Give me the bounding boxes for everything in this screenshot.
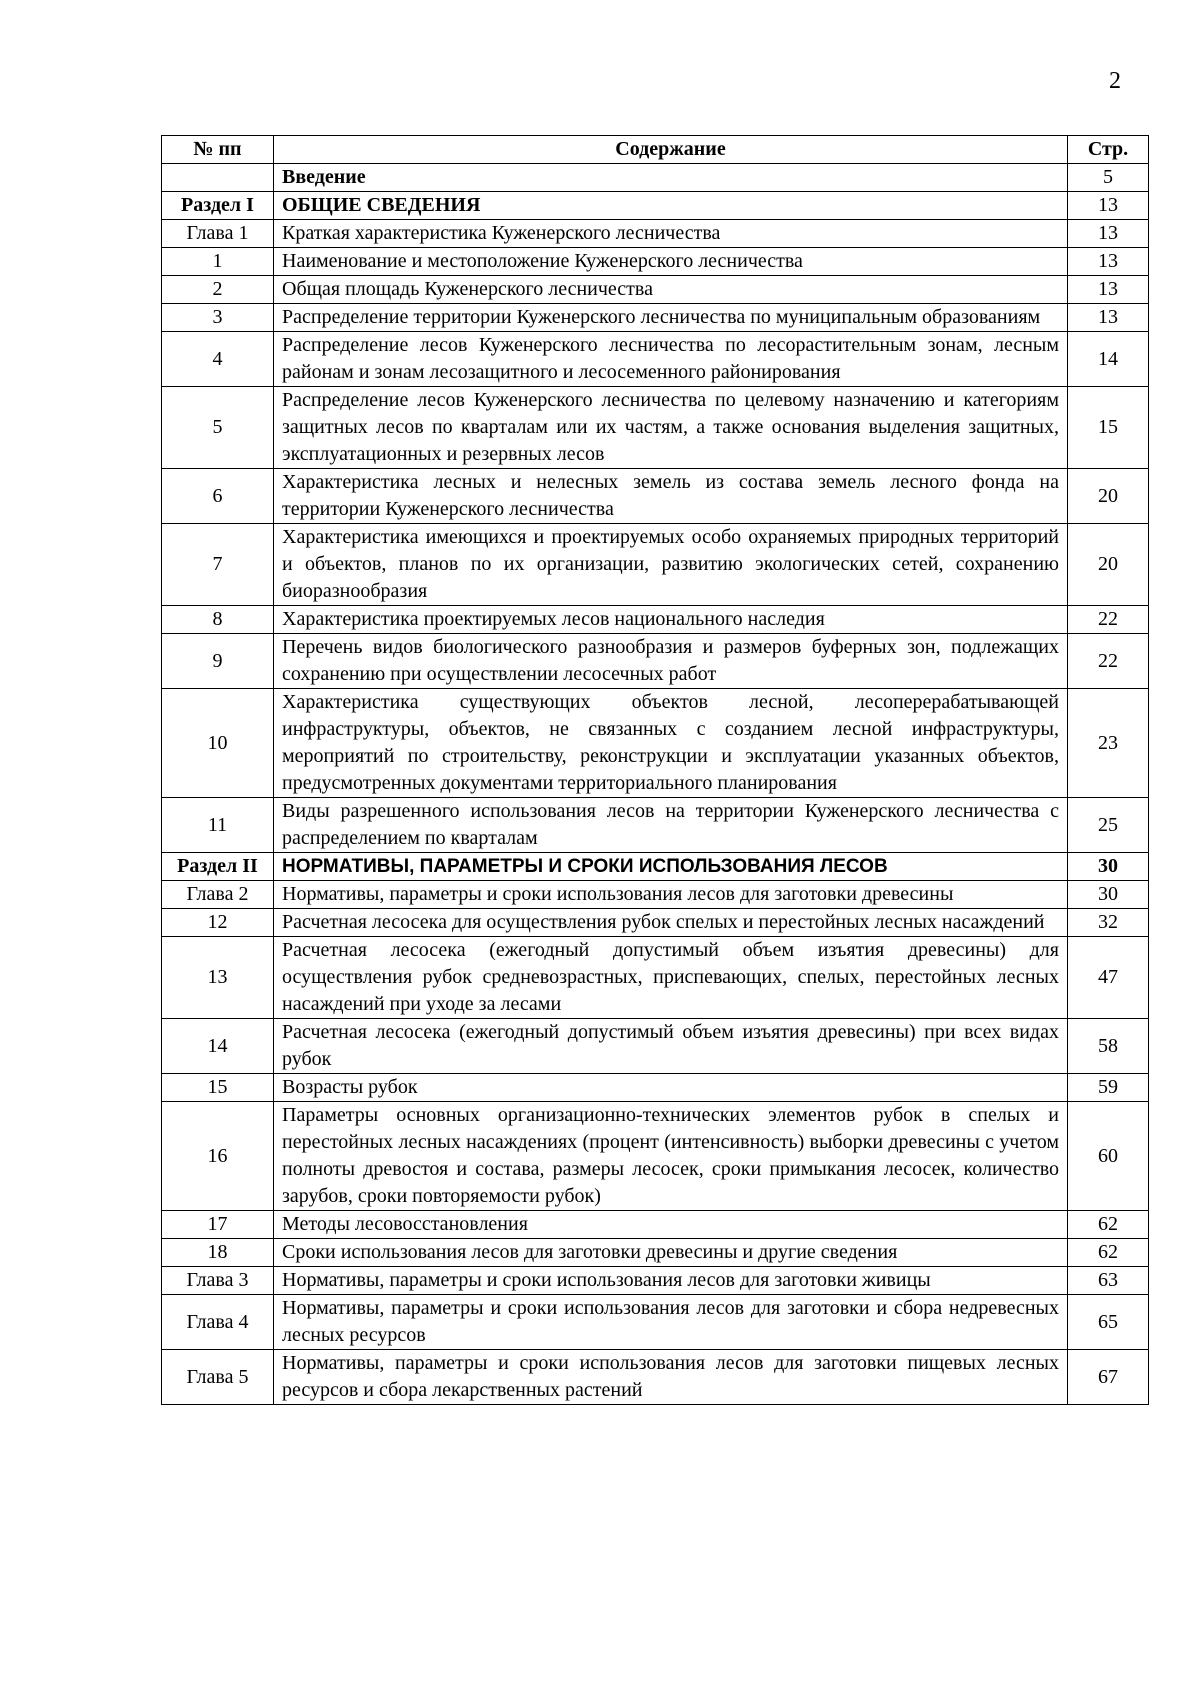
row-page-cell: 47 [1068, 937, 1149, 1019]
table-row [162, 1350, 1149, 1405]
row-number-cell: 18 [162, 1239, 274, 1267]
row-number-cell: Глава 3 [162, 1267, 274, 1295]
row-page-cell: 15 [1068, 387, 1149, 469]
row-number-cell: Глава 1 [162, 220, 274, 248]
table-row [162, 248, 1149, 276]
row-number-cell: 4 [162, 332, 274, 387]
row-page-cell: 32 [1068, 909, 1149, 937]
row-page-cell: 13 [1068, 248, 1149, 276]
table-row [162, 1239, 1149, 1267]
table-row [162, 881, 1149, 909]
row-title-cell: Краткая характеристика Куженерского лесничества [274, 220, 1068, 248]
row-number-cell: 3 [162, 304, 274, 332]
row-number-cell: 13 [162, 937, 274, 1019]
row-title-cell: Расчетная лесосека (ежегодный допустимый объем изъятия древесины) для осуществления рубок средневозрастных, приспевающих, спелых, перестойных лесных насаждений при уходе за лесами [274, 937, 1068, 1019]
row-page-cell: 62 [1068, 1239, 1149, 1267]
row-number-cell: Глава 5 [162, 1350, 274, 1405]
table-row [162, 220, 1149, 248]
row-page-cell: 20 [1068, 524, 1149, 606]
row-title-cell: Сроки использования лесов для заготовки древесины и другие сведения [274, 1239, 1068, 1267]
row-number-cell: 2 [162, 276, 274, 304]
row-number-cell: 8 [162, 606, 274, 634]
table-row [162, 1074, 1149, 1102]
row-number-cell: Раздел I [162, 192, 274, 220]
row-page-cell: 14 [1068, 332, 1149, 387]
table-row [162, 276, 1149, 304]
table-row [162, 634, 1149, 689]
row-title-cell: Возрасты рубок [274, 1074, 1068, 1102]
row-title-cell: Характеристика существующих объектов лесной, лесоперерабатывающей инфраструктуры, объектов, не связанных с созданием лесной инфраструктуры, мероприятий по строительству, реконструкции и эксплуатации указанных объектов, предусмотренных документами территориального планирования [274, 689, 1068, 798]
table-row [162, 937, 1149, 1019]
row-page-cell: 13 [1068, 276, 1149, 304]
row-title-cell: Нормативы, параметры и сроки использования лесов для заготовки древесины [274, 881, 1068, 909]
row-page-cell: 13 [1068, 220, 1149, 248]
row-page-cell: 20 [1068, 469, 1149, 524]
row-page-cell: 62 [1068, 1211, 1149, 1239]
row-page-cell: 5 [1068, 164, 1149, 192]
row-page-cell: 65 [1068, 1295, 1149, 1350]
row-page-cell: 22 [1068, 606, 1149, 634]
table-row [162, 606, 1149, 634]
row-title-cell: Параметры основных организационно-технических элементов рубок в спелых и перестойных лесных насаждениях (процент (интенсивность) выборки древесины с учетом полноты древостоя и состава, размеры лесосек, сроки примыкания лесосек, количество зарубов, сроки повторяемости рубок) [274, 1102, 1068, 1211]
row-title-cell: Нормативы, параметры и сроки использования лесов для заготовки живицы [274, 1267, 1068, 1295]
row-title-cell: Характеристика проектируемых лесов национального наследия [274, 606, 1068, 634]
table-row [162, 387, 1149, 469]
row-number-cell: 12 [162, 909, 274, 937]
row-title-cell: ОБЩИЕ СВЕДЕНИЯ [274, 192, 1068, 220]
row-title-cell: Расчетная лесосека для осуществления рубок спелых и перестойных лесных насаждений [274, 909, 1068, 937]
row-title-cell: Распределение лесов Куженерского лесничества по лесорастительным зонам, лесным районам и зонам лесозащитного и лесосеменного районирования [274, 332, 1068, 387]
row-title-cell: Методы лесовосстановления [274, 1211, 1068, 1239]
table-row [162, 304, 1149, 332]
row-number-cell: Глава 2 [162, 881, 274, 909]
row-title-cell: Распределение территории Куженерского лесничества по муниципальным образованиям [274, 304, 1068, 332]
row-page-cell: 22 [1068, 634, 1149, 689]
row-title-cell: Наименование и местоположение Куженерского лесничества [274, 248, 1068, 276]
row-number-cell: 5 [162, 387, 274, 469]
table-row [162, 524, 1149, 606]
table-row [162, 1295, 1149, 1350]
row-number-cell: 1 [162, 248, 274, 276]
row-title-cell: Распределение лесов Куженерского лесничества по целевому назначению и категориям защитных лесов по кварталам или их частям, а также основания выделения защитных, эксплуатационных и резервных лесов [274, 387, 1068, 469]
row-title-cell: Нормативы, параметры и сроки использования лесов для заготовки пищевых лесных ресурсов и сбора лекарственных растений [274, 1350, 1068, 1405]
row-number-cell: 15 [162, 1074, 274, 1102]
row-page-cell: 30 [1068, 881, 1149, 909]
table-row [162, 689, 1149, 798]
table-row [162, 469, 1149, 524]
row-page-cell: 23 [1068, 689, 1149, 798]
row-page-cell: 25 [1068, 798, 1149, 853]
row-number-cell [162, 164, 274, 192]
header-row [162, 136, 1149, 164]
row-number-cell: 9 [162, 634, 274, 689]
row-title-cell: Расчетная лесосека (ежегодный допустимый объем изъятия древесины) при всех видах рубок [274, 1019, 1068, 1074]
row-number-cell: Раздел II [162, 853, 274, 881]
row-page-cell: 58 [1068, 1019, 1149, 1074]
row-page-cell: 60 [1068, 1102, 1149, 1211]
column-header-content: Содержание [274, 136, 1068, 164]
row-number-cell: 16 [162, 1102, 274, 1211]
row-number-cell: 11 [162, 798, 274, 853]
row-title-cell: НОРМАТИВЫ, ПАРАМЕТРЫ И СРОКИ ИСПОЛЬЗОВАНИЯ ЛЕСОВ [274, 853, 1068, 881]
table-row [162, 192, 1149, 220]
column-header-number: № пп [162, 136, 274, 164]
row-title-cell: Характеристика лесных и нелесных земель из состава земель лесного фонда на территории Куженерского лесничества [274, 469, 1068, 524]
row-title-cell: Виды разрешенного использования лесов на территории Куженерского лесничества с распределением по кварталам [274, 798, 1068, 853]
column-header-page: Стр. [1068, 136, 1149, 164]
row-title-cell: Перечень видов биологического разнообразия и размеров буферных зон, подлежащих сохранению при осуществлении лесосечных работ [274, 634, 1068, 689]
row-title-cell: Введение [274, 164, 1068, 192]
row-page-cell: 63 [1068, 1267, 1149, 1295]
table-of-contents [161, 135, 1149, 1405]
table-row [162, 909, 1149, 937]
row-page-cell: 67 [1068, 1350, 1149, 1405]
row-page-cell: 13 [1068, 304, 1149, 332]
row-number-cell: 6 [162, 469, 274, 524]
row-title-cell: Общая площадь Куженерского лесничества [274, 276, 1068, 304]
table-row [162, 1267, 1149, 1295]
row-number-cell: 17 [162, 1211, 274, 1239]
table-row [162, 1102, 1149, 1211]
table-row [162, 853, 1149, 881]
table-row [162, 798, 1149, 853]
row-page-cell: 30 [1068, 853, 1149, 881]
row-number-cell: Глава 4 [162, 1295, 274, 1350]
table-row [162, 1211, 1149, 1239]
table-row [162, 332, 1149, 387]
row-title-cell: Характеристика имеющихся и проектируемых особо охраняемых природных территорий и объектов, планов по их организации, развитию экологических сетей, сохранению биоразнообразия [274, 524, 1068, 606]
row-number-cell: 7 [162, 524, 274, 606]
row-page-cell: 13 [1068, 192, 1149, 220]
row-number-cell: 10 [162, 689, 274, 798]
row-page-cell: 59 [1068, 1074, 1149, 1102]
row-number-cell: 14 [162, 1019, 274, 1074]
page-number: 2 [1109, 68, 1121, 94]
table-row [162, 164, 1149, 192]
row-title-cell: Нормативы, параметры и сроки использования лесов для заготовки и сбора недревесных лесных ресурсов [274, 1295, 1068, 1350]
table-row [162, 1019, 1149, 1074]
